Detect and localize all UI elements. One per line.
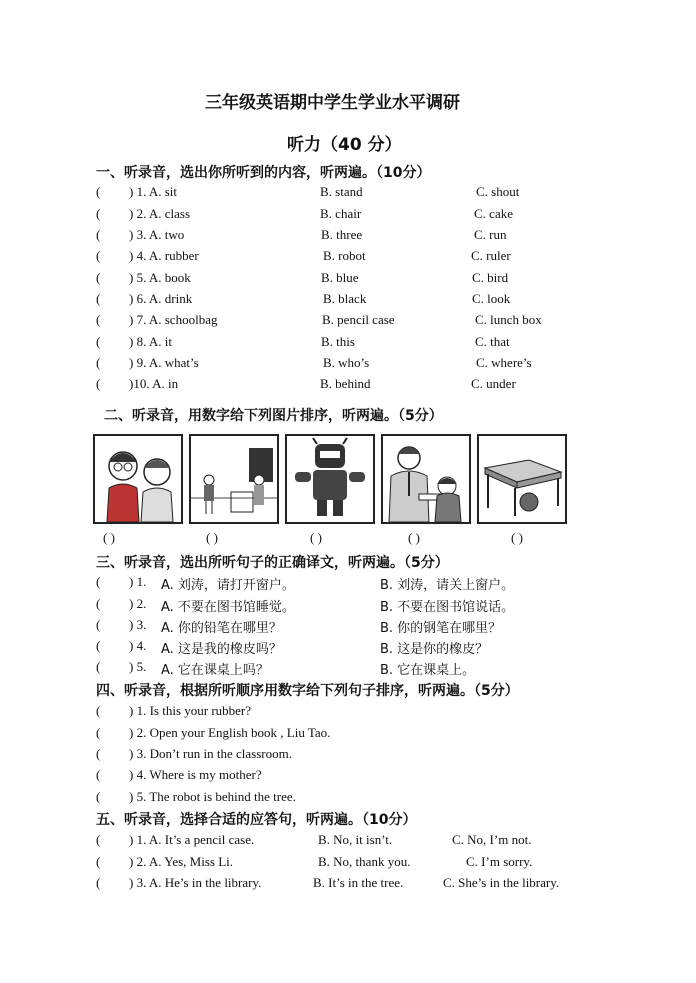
- answer-paren[interactable]: (: [96, 270, 101, 285]
- response-option-a: ) 2. A. Yes, Miss Li.: [129, 854, 234, 869]
- question-option-a: ) 4. A. rubber: [129, 248, 199, 263]
- question-option-a: ) 6. A. drink: [129, 291, 193, 306]
- response-option-b: B. No, it isn’t.: [318, 832, 393, 847]
- answer-paren[interactable]: (: [96, 184, 101, 199]
- section3-heading: 三、听录音，选出所听句子的正确译文，听两遍。（5分）: [96, 555, 449, 571]
- translation-option-b: B. 你的钢笔在哪里？: [380, 621, 502, 636]
- answer-paren[interactable]: (: [96, 248, 101, 263]
- translation-option-a: A. 刘涛，请打开窗户。: [161, 578, 295, 593]
- question-option-a: ) 8. A. it: [129, 334, 172, 349]
- question-option-c: C. that: [475, 334, 510, 349]
- answer-blank-1[interactable]: ( ): [103, 530, 115, 545]
- translation-option-a: A. 这是我的橡皮吗？: [161, 642, 282, 657]
- response-option-b: B. It’s in the tree.: [313, 875, 404, 890]
- sentence-text: ) 3. Don’t run in the classroom.: [129, 746, 292, 761]
- question-number: ) 4.: [129, 638, 147, 653]
- answer-paren[interactable]: (: [96, 832, 101, 847]
- translation-option-a: A. 它在课桌上吗？: [161, 663, 269, 678]
- section4-heading: 四、听录音，根据所听顺序用数字给下列句子排序，听两遍。（5分）: [96, 683, 519, 699]
- picture-teacher-and-girl: [381, 434, 471, 524]
- question-option-c: C. bird: [472, 270, 509, 285]
- question-option-c: C. cake: [474, 206, 513, 221]
- question-option-b: B. pencil case: [322, 312, 395, 327]
- question-option-b: B. blue: [321, 270, 359, 285]
- response-option-a: ) 3. A. He’s in the library.: [129, 875, 262, 890]
- question-option-b: B. this: [321, 334, 355, 349]
- picture-girl-and-boy: [93, 434, 183, 524]
- response-option-a: ) 1. A. It’s a pencil case.: [129, 832, 255, 847]
- question-option-c: C. where’s: [476, 355, 532, 370]
- question-option-c: C. lunch box: [475, 312, 542, 327]
- answer-paren[interactable]: (: [96, 312, 101, 327]
- question-number: ) 2.: [129, 596, 147, 611]
- question-option-b: B. robot: [323, 248, 366, 263]
- section2-heading: 二、听录音，用数字给下列图片排序，听两遍。（5分）: [104, 408, 443, 424]
- answer-paren[interactable]: (: [96, 638, 101, 653]
- question-option-c: C. look: [472, 291, 511, 306]
- question-option-a: ) 7. A. schoolbag: [129, 312, 218, 327]
- question-number: ) 3.: [129, 617, 147, 632]
- section1-heading: 一、听录音，选出你所听到的内容，听两遍。（10分）: [96, 165, 431, 181]
- question-option-b: B. stand: [320, 184, 363, 199]
- question-option-b: B. three: [321, 227, 363, 242]
- response-option-c: C. I’m sorry.: [466, 854, 533, 869]
- answer-blank-4[interactable]: ( ): [408, 530, 420, 545]
- question-option-b: B. black: [323, 291, 367, 306]
- question-option-a: ) 5. A. book: [129, 270, 191, 285]
- answer-paren[interactable]: (: [96, 227, 101, 242]
- translation-option-b: B. 这是你的橡皮？: [380, 642, 489, 657]
- page-title: 三年级英语期中学生学业水平调研: [205, 93, 460, 113]
- question-option-c: C. under: [471, 376, 516, 391]
- section5-heading: 五、听录音，选择合适的应答句，听两遍。（10分）: [96, 812, 417, 828]
- answer-paren[interactable]: (: [96, 574, 101, 589]
- question-option-b: B. who’s: [323, 355, 370, 370]
- question-number: ) 1.: [129, 574, 147, 589]
- picture-desk-with-ball: [477, 434, 567, 524]
- answer-paren[interactable]: (: [96, 703, 101, 718]
- answer-paren[interactable]: (: [96, 767, 101, 782]
- answer-blank-5[interactable]: ( ): [511, 530, 523, 545]
- page-subtitle: 听力（40 分）: [287, 135, 402, 155]
- translation-option-b: B. 刘涛，请关上窗户。: [380, 578, 515, 593]
- answer-paren[interactable]: (: [96, 725, 101, 740]
- answer-paren[interactable]: (: [96, 376, 101, 391]
- answer-paren[interactable]: (: [96, 854, 101, 869]
- sentence-text: ) 5. The robot is behind the tree.: [129, 789, 296, 804]
- answer-paren[interactable]: (: [96, 659, 101, 674]
- question-option-c: C. ruler: [471, 248, 511, 263]
- answer-paren[interactable]: (: [96, 334, 101, 349]
- response-option-c: C. No, I’m not.: [452, 832, 532, 847]
- question-option-c: C. run: [474, 227, 507, 242]
- answer-blank-2[interactable]: ( ): [206, 530, 218, 545]
- translation-option-a: A. 不要在图书馆睡觉。: [161, 600, 295, 615]
- translation-option-b: B. 它在课桌上。: [380, 663, 476, 678]
- question-number: ) 5.: [129, 659, 147, 674]
- sentence-text: ) 4. Where is my mother?: [129, 767, 262, 782]
- translation-option-a: A. 你的铅笔在哪里？: [161, 621, 282, 636]
- sentence-text: ) 2. Open your English book , Liu Tao.: [129, 725, 331, 740]
- question-option-a: )10. A. in: [129, 376, 179, 391]
- picture-robot: [285, 434, 375, 524]
- question-option-a: ) 2. A. class: [129, 206, 191, 221]
- answer-paren[interactable]: (: [96, 206, 101, 221]
- answer-paren[interactable]: (: [96, 875, 101, 890]
- answer-paren[interactable]: (: [96, 789, 101, 804]
- answer-paren[interactable]: (: [96, 746, 101, 761]
- answer-paren[interactable]: (: [96, 291, 101, 306]
- answer-blank-3[interactable]: ( ): [310, 530, 322, 545]
- question-option-b: B. behind: [320, 376, 371, 391]
- response-option-c: C. She’s in the library.: [443, 875, 560, 890]
- question-option-c: C. shout: [476, 184, 520, 199]
- question-option-a: ) 9. A. what’s: [129, 355, 199, 370]
- picture-classroom-with-teacher: [189, 434, 279, 524]
- question-option-b: B. chair: [320, 206, 362, 221]
- answer-paren[interactable]: (: [96, 596, 101, 611]
- answer-paren[interactable]: (: [96, 355, 101, 370]
- question-option-a: ) 1. A. sit: [129, 184, 178, 199]
- question-option-a: ) 3. A. two: [129, 227, 185, 242]
- sentence-text: ) 1. Is this your rubber?: [129, 703, 252, 718]
- response-option-b: B. No, thank you.: [318, 854, 411, 869]
- answer-paren[interactable]: (: [96, 617, 101, 632]
- translation-option-b: B. 不要在图书馆说话。: [380, 600, 515, 615]
